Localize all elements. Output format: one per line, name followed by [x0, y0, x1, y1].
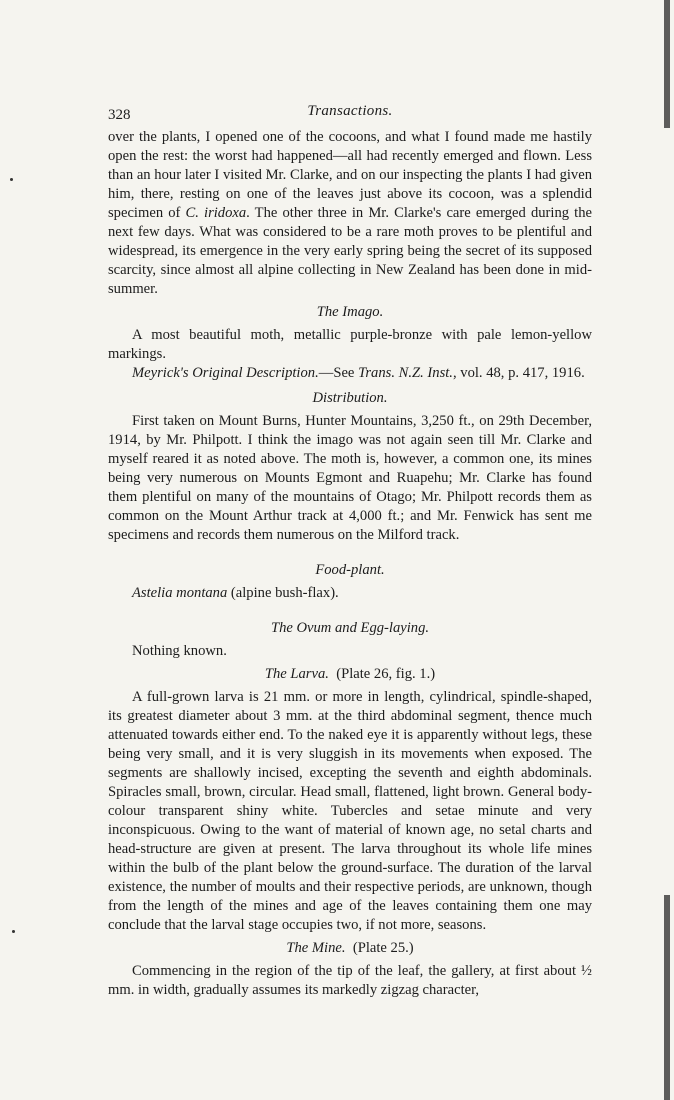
- imago-heading: The Imago.: [316, 304, 384, 320]
- larva-paragraph: A full-grown larva is 21 mm. or more in length, cylindrical, spindle-shaped, its greatest diameter about 3 mm. at the third abdominal segment, thence much attenuated towards either end. To the naked eye it is apparently without legs, these being very small, and it is very sluggish in its movements when exposed. The segments are shallowly incised, excepting the seventh and eighth abdominals. Spiracles small, brown, circular. Head small, flattened, light brown. General body-colour transparent shiny white. Tubercles and setae minute and very inconspicuous. Owing to the want of material of known age, no setal charts and head-structure are given at present. The larva throughout its whole life mines within the bulb of the plant below the ground-surface. The duration of the larval existence, the number of moults and their respective periods, are unknown, though from the length of the mines and age of the leaves containing them one may conclude that the larval stage occupies two, if not more, seasons.: [108, 689, 592, 933]
- scan-speck: [12, 930, 15, 933]
- scan-speck: [10, 178, 13, 181]
- page-body: [108, 102, 592, 1000]
- ovum-heading: The Ovum and Egg-laying.: [270, 620, 430, 636]
- binding-edge-bottom: [664, 895, 670, 1100]
- food-plant-heading: Food-plant.: [315, 562, 385, 578]
- mine-paragraph: Commencing in the region of the tip of the leaf, the gallery, at first about ½ mm. in width, gradually assumes its markedly zigzag character,: [108, 963, 592, 998]
- imago-paragraph: A most beautiful moth, metallic purple-bronze with pale lemon-yellow markings.: [108, 327, 592, 362]
- food-plant-paragraph: Astelia montana (alpine bush-flax).: [132, 585, 339, 601]
- distribution-paragraph: First taken on Mount Burns, Hunter Mountains, 3,250 ft., on 29th December, 1914, by Mr. Philpott. I think the imago was not again seen till Mr. Clarke and myself reared it as noted above. The moth is, however, a common one, its mines being very numerous on Mounts Egmont and Ruapehu; Mr. Clarke has found them plentiful on many of the mountains of Otago; Mr. Philpott records them as common on the Mount Arthur track at 4,000 ft.; and Mr. Fenwick has sent me specimens and records them numerous on the Milford track.: [108, 413, 592, 543]
- imago-reference: Meyrick's Original Description.—See Trans. N.Z. Inst., vol. 48, p. 417, 1916.: [132, 365, 585, 381]
- page-number: 328: [108, 107, 131, 123]
- continuation-paragraph: over the plants, I opened one of the cocoons, and what I found made me hastily open the rest: the worst had happened—all had recently emerged and flown. Less than an hour later I visited Mr. Clarke, and on our inspecting the plants I had given him, there, resting on one of the leaves just above its cocoon, was a splendid specimen of C. iridoxa. The other three in Mr. Clarke's care emerged during the next few days. What was considered to be a rare moth proves to be plentiful and widespread, its emergence in the very early spring being the secret of its supposed scarcity, since almost all alpine collecting in New Zealand has been done in mid-summer.: [108, 129, 592, 297]
- mine-heading: The Mine. (Plate 25.): [286, 940, 414, 956]
- running-title: Transactions.: [307, 103, 393, 119]
- plant-species: Astelia montana: [132, 585, 228, 601]
- ovum-paragraph: Nothing known.: [132, 643, 227, 659]
- running-header: [108, 102, 592, 128]
- binding-edge-top: [664, 0, 670, 128]
- species-name: C. iridoxa: [185, 205, 247, 221]
- larva-heading: The Larva. (Plate 26, fig. 1.): [264, 666, 436, 682]
- distribution-heading: Distribution.: [312, 390, 388, 406]
